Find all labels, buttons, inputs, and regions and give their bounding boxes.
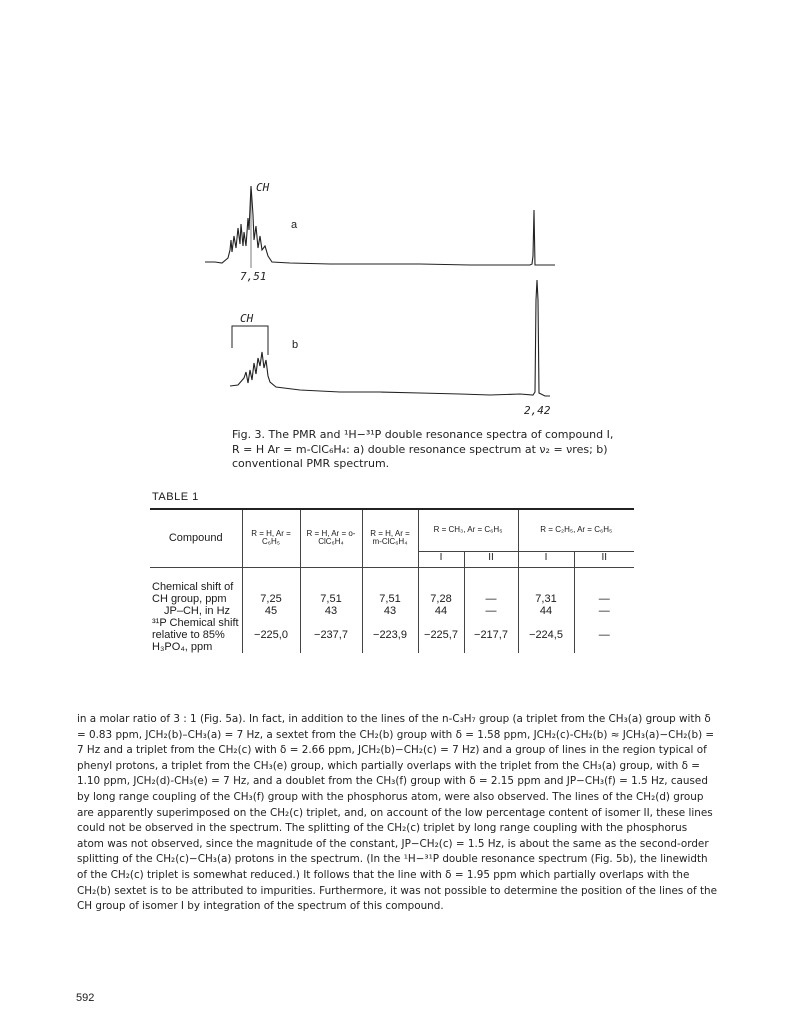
spectrum-b-shift-label: 2,42 [524,404,551,417]
table-cell: −217,7 [464,617,518,653]
table-cell: 45 [242,605,300,617]
header-col-4: R = CH₃, Ar = C₆H₅ [418,509,518,551]
header-col-3: R = H, Ar = m-ClC₆H₄ [362,509,418,567]
table-cell: −237,7 [300,617,362,653]
table-cell: 7,25 [242,581,300,605]
table-cell: −225,0 [242,617,300,653]
table-cell: 7,31 [518,581,574,605]
isomer-label: II [574,551,634,567]
table-cell: 7,28 [418,581,464,605]
spectrum-a-peak-label: CH [256,181,270,194]
row-label-p-shift: ³¹P Chemical shift relative to 85% H₃PO₄, ppm [152,617,239,653]
header-compound: Compound [150,509,242,567]
header-col-2: R = H, Ar = o-ClC₆H₄ [300,509,362,567]
spectrum-a-shift-label: 7,51 [240,270,267,283]
table-cell: −225,7 [418,617,464,653]
table-cell: 7,51 [300,581,362,605]
isomer-label: I [518,551,574,567]
nmr-spectra-figure [0,0,792,430]
table-title: TABLE 1 [152,491,199,503]
table-cell: 43 [300,605,362,617]
body-paragraph: in a molar ratio of 3 : 1 (Fig. 5a). In fact, in addition to the lines of the n-C₃H₇ group (a triplet from the CH₃(a) group with δ = 0.83 ppm, JCH₂(b)–CH₃(a) = 7 Hz, a sextet from the CH₂(b) group with δ = 1.58 ppm, JCH₂(c)-CH₂(b) ≈ JCH₃(a)−CH₂(b) = 7 Hz and a triplet from the CH₂(c) with δ = 2.66 ppm, JCH₂(b)−CH₂(c) = 7 Hz) and a group of lines in the region typical of phenyl protons, a triplet from the CH₃(e) group, which partially overlaps with the triplet from the CH₃(a) group, with δ = 1.10 ppm, JCH₂(d)-CH₃(e) = 7 Hz, and a doublet from the CH₃(f) group with δ = 2.15 ppm and JP−CH₃(f) = 1.5 Hz, caused by long range coupling of the CH₃(f) group with the phosphorus atom, were also observed. The lines of the CH₂(d) group are apparently superimposed on the CH₂(c) triplet, and, on account of the low percentage content of isomer II, these lines could not be observed in the spectrum. The splitting of the CH₂(c) triplet by long range coupling with the phosphorus atom was not observed, since the magnitude of the constant, JP−CH₂(c) = 1.5 Hz, is about the same as the second-order splitting of the CH₂(c)−CH₃(a) protons in the spectrum. (In the ¹H−³¹P double resonance spectrum (Fig. 5b), the linewidth of the CH₂(c) triplet is somewhat reduced.) It follows that the line with δ = 1.95 ppm which partially overlaps with the CH₂(b) sextet is to be attributed to impurities. Furthermore, it was not possible to determine the position of the lines of the CH group of isomer I by integration of the spectrum of this compound. [77,713,717,913]
table-cell: — [464,581,518,605]
table-cell: — [574,617,634,653]
isomer-label: II [464,551,518,567]
table-cell: 7,51 [362,581,418,605]
data-table [150,508,634,653]
table-cell: 43 [362,605,418,617]
ch-bracket [232,326,268,355]
table-cell: 44 [518,605,574,617]
table-cell: — [574,605,634,617]
figure-caption: Fig. 3. The PMR and ¹H−³¹P double resonance spectra of compound I, R = H Ar = m-ClC₆H₄: a) double resonance spectrum at ν₂ = νres; b) conventional PMR spectrum. [232,428,614,470]
page-number: 592 [76,992,95,1004]
row-label-ch-shift: Chemical shift of CH group, ppm [152,581,234,605]
table-cell: — [464,605,518,617]
table-cell: −223,9 [362,617,418,653]
spectrum-b-letter: b [292,339,299,351]
header-col-1: R = H, Ar = C₆H₅ [242,509,300,567]
spectrum-a-trace [205,186,555,265]
spectrum-b-peak-label: CH [240,312,254,325]
table-cell: — [574,581,634,605]
row-label-jpch: JP–CH, in Hz [164,605,231,617]
header-col-5: R = C₂H₅, Ar = C₆H₅ [518,509,634,551]
spectrum-a-letter: a [291,219,298,231]
table-cell: 44 [418,605,464,617]
isomer-label: I [418,551,464,567]
table-cell: −224,5 [518,617,574,653]
spectrum-b-trace [230,280,550,396]
body-text [77,712,717,915]
